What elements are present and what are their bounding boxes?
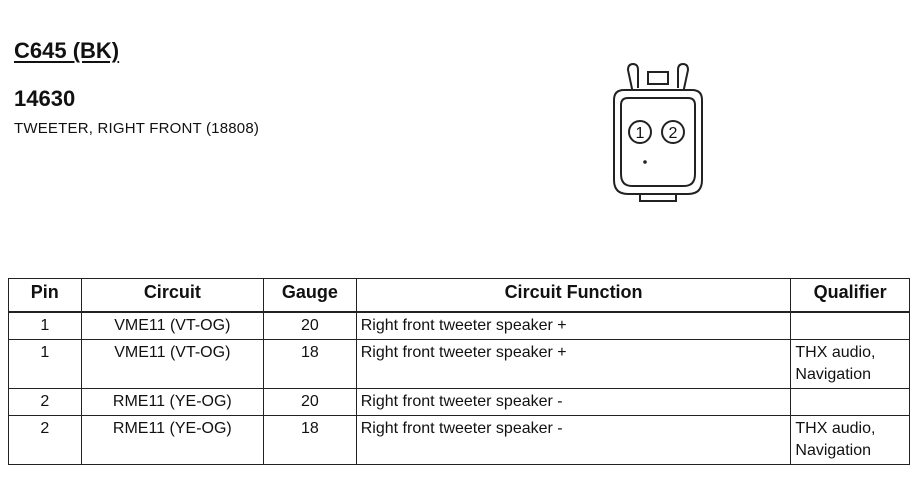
cell-pin: 1	[9, 340, 82, 389]
cell-circuit: RME11 (YE-OG)	[81, 416, 264, 465]
connector-bottom-key	[640, 194, 676, 201]
qualifier-line: THX audio,	[795, 420, 876, 437]
pin-1-label: 1	[635, 125, 645, 142]
cell-gauge: 18	[264, 340, 357, 389]
cell-gauge: 18	[264, 416, 357, 465]
column-header-pin: Pin	[9, 279, 82, 313]
part-number-heading: 14630	[14, 86, 76, 111]
cell-qualifier	[791, 340, 910, 389]
table-row	[9, 416, 910, 465]
cell-pin: 2	[9, 416, 82, 465]
qualifier-line: Navigation	[795, 442, 871, 459]
cell-qualifier	[791, 416, 910, 465]
column-header-gauge: Gauge	[264, 279, 357, 313]
cell-pin: 2	[9, 389, 82, 416]
alignment-dot	[643, 160, 647, 164]
column-header-circuit-function: Circuit Function	[356, 279, 791, 313]
pinout-table	[8, 278, 910, 465]
connector-housing	[614, 90, 702, 194]
table-row	[9, 312, 910, 340]
column-header-qualifier: Qualifier	[791, 279, 910, 313]
connector-id-heading: C645 (BK)	[14, 38, 120, 63]
component-description: TWEETER, RIGHT FRONT (18808)	[14, 120, 260, 137]
cell-circuit: VME11 (VT-OG)	[81, 312, 264, 340]
table-row	[9, 340, 910, 389]
column-header-circuit: Circuit	[81, 279, 264, 313]
cell-qualifier	[791, 312, 910, 340]
cell-circuit: RME11 (YE-OG)	[81, 389, 264, 416]
connector-face-diagram	[600, 58, 710, 208]
cell-circuit-function: Right front tweeter speaker +	[356, 312, 791, 340]
qualifier-line: Navigation	[795, 366, 871, 383]
cell-gauge: 20	[264, 312, 357, 340]
connector-latch-tab	[648, 72, 668, 84]
qualifier-line: THX audio,	[795, 344, 876, 361]
cell-circuit: VME11 (VT-OG)	[81, 340, 264, 389]
cell-circuit-function: Right front tweeter speaker -	[356, 389, 791, 416]
cell-circuit-function: Right front tweeter speaker +	[356, 340, 791, 389]
cell-qualifier	[791, 389, 910, 416]
cell-pin: 1	[9, 312, 82, 340]
cell-circuit-function: Right front tweeter speaker -	[356, 416, 791, 465]
cell-gauge: 20	[264, 389, 357, 416]
table-row	[9, 389, 910, 416]
table-header-row	[9, 279, 910, 313]
pin-2-label: 2	[668, 125, 678, 142]
